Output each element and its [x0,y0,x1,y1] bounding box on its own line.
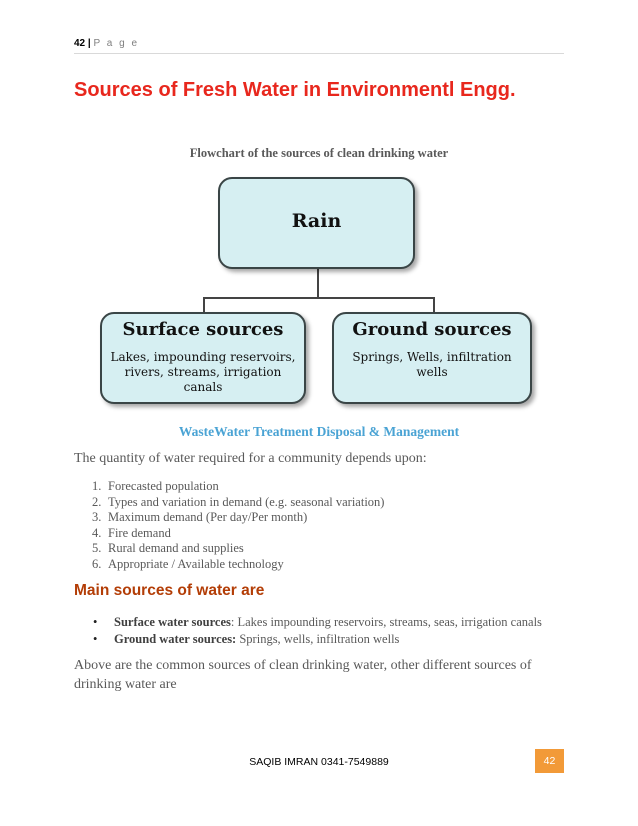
page-title: Sources of Fresh Water in Environmentl Engg. [74,79,516,101]
intro-paragraph: The quantity of water required for a community depends upon: [74,451,427,466]
connector-horizontal [203,297,435,299]
list-item-number: 5. [92,541,102,555]
bullet-icon: • [93,632,98,646]
list-item [74,541,384,557]
surface-sources-node [100,312,306,404]
header-page-number: 42 [74,38,86,49]
main-sources-heading: Main sources of water are [74,582,265,599]
list-item [74,510,384,526]
bullet-icon: • [93,615,98,629]
section-subheading: WasteWater Treatment Disposal & Management [178,424,460,439]
page-header [74,38,564,54]
ground-sources-description: Springs, Wells, infiltration wells [352,350,512,379]
source-label: Surface water sources [114,615,231,629]
list-item [74,495,384,511]
list-item [74,614,542,631]
connector-right-drop [433,297,435,313]
source-separator: : [230,615,235,629]
demand-factors-list [74,479,384,572]
source-text: Lakes impounding reservoirs, streams, seas, irrigation canals [234,615,542,629]
list-item [74,479,384,495]
list-item-text: Forecasted population [108,479,219,493]
header-separator: | [87,38,91,49]
surface-sources-title: Surface sources [122,319,284,340]
source-label: Ground water sources: [114,632,237,646]
list-item [74,631,542,648]
list-item-text: Maximum demand (Per day/Per month) [108,510,308,524]
source-text: Springs, wells, infiltration wells [236,632,400,646]
surface-sources-description: Lakes, impounding reservoirs, rivers, streams, irrigation canals [110,350,296,394]
closing-paragraph: Above are the common sources of clean drinking water, other different sources of drinking water are [74,658,532,692]
footer-page-badge: 42 [535,749,564,773]
list-item-number: 4. [92,525,102,540]
list-item [74,526,384,542]
connector-vertical-top [317,269,319,297]
list-item-number: 6. [92,556,102,571]
list-item-text: Rural demand and supplies [108,541,244,555]
rain-node [218,177,415,269]
ground-sources-node [332,312,532,404]
main-sources-list [74,614,542,648]
header-page-label: P a g e [93,38,140,49]
list-item-number: 3. [92,510,102,524]
rain-node-title: Rain [291,210,342,232]
list-item-text: Types and variation in demand (e.g. seasonal variation) [108,494,385,509]
list-item-text: Appropriate / Available technology [108,556,284,571]
list-item-text: Fire demand [108,525,171,540]
list-item [74,557,384,573]
ground-sources-title: Ground sources [352,319,512,340]
list-item-number: 2. [92,494,102,509]
connector-left-drop [203,297,205,313]
figure-caption: Flowchart of the sources of clean drinking water [189,146,449,160]
footer-author: SAQIB IMRAN 0341-7549889 [249,756,389,768]
flowchart [96,172,538,410]
list-item-number: 1. [92,479,102,493]
